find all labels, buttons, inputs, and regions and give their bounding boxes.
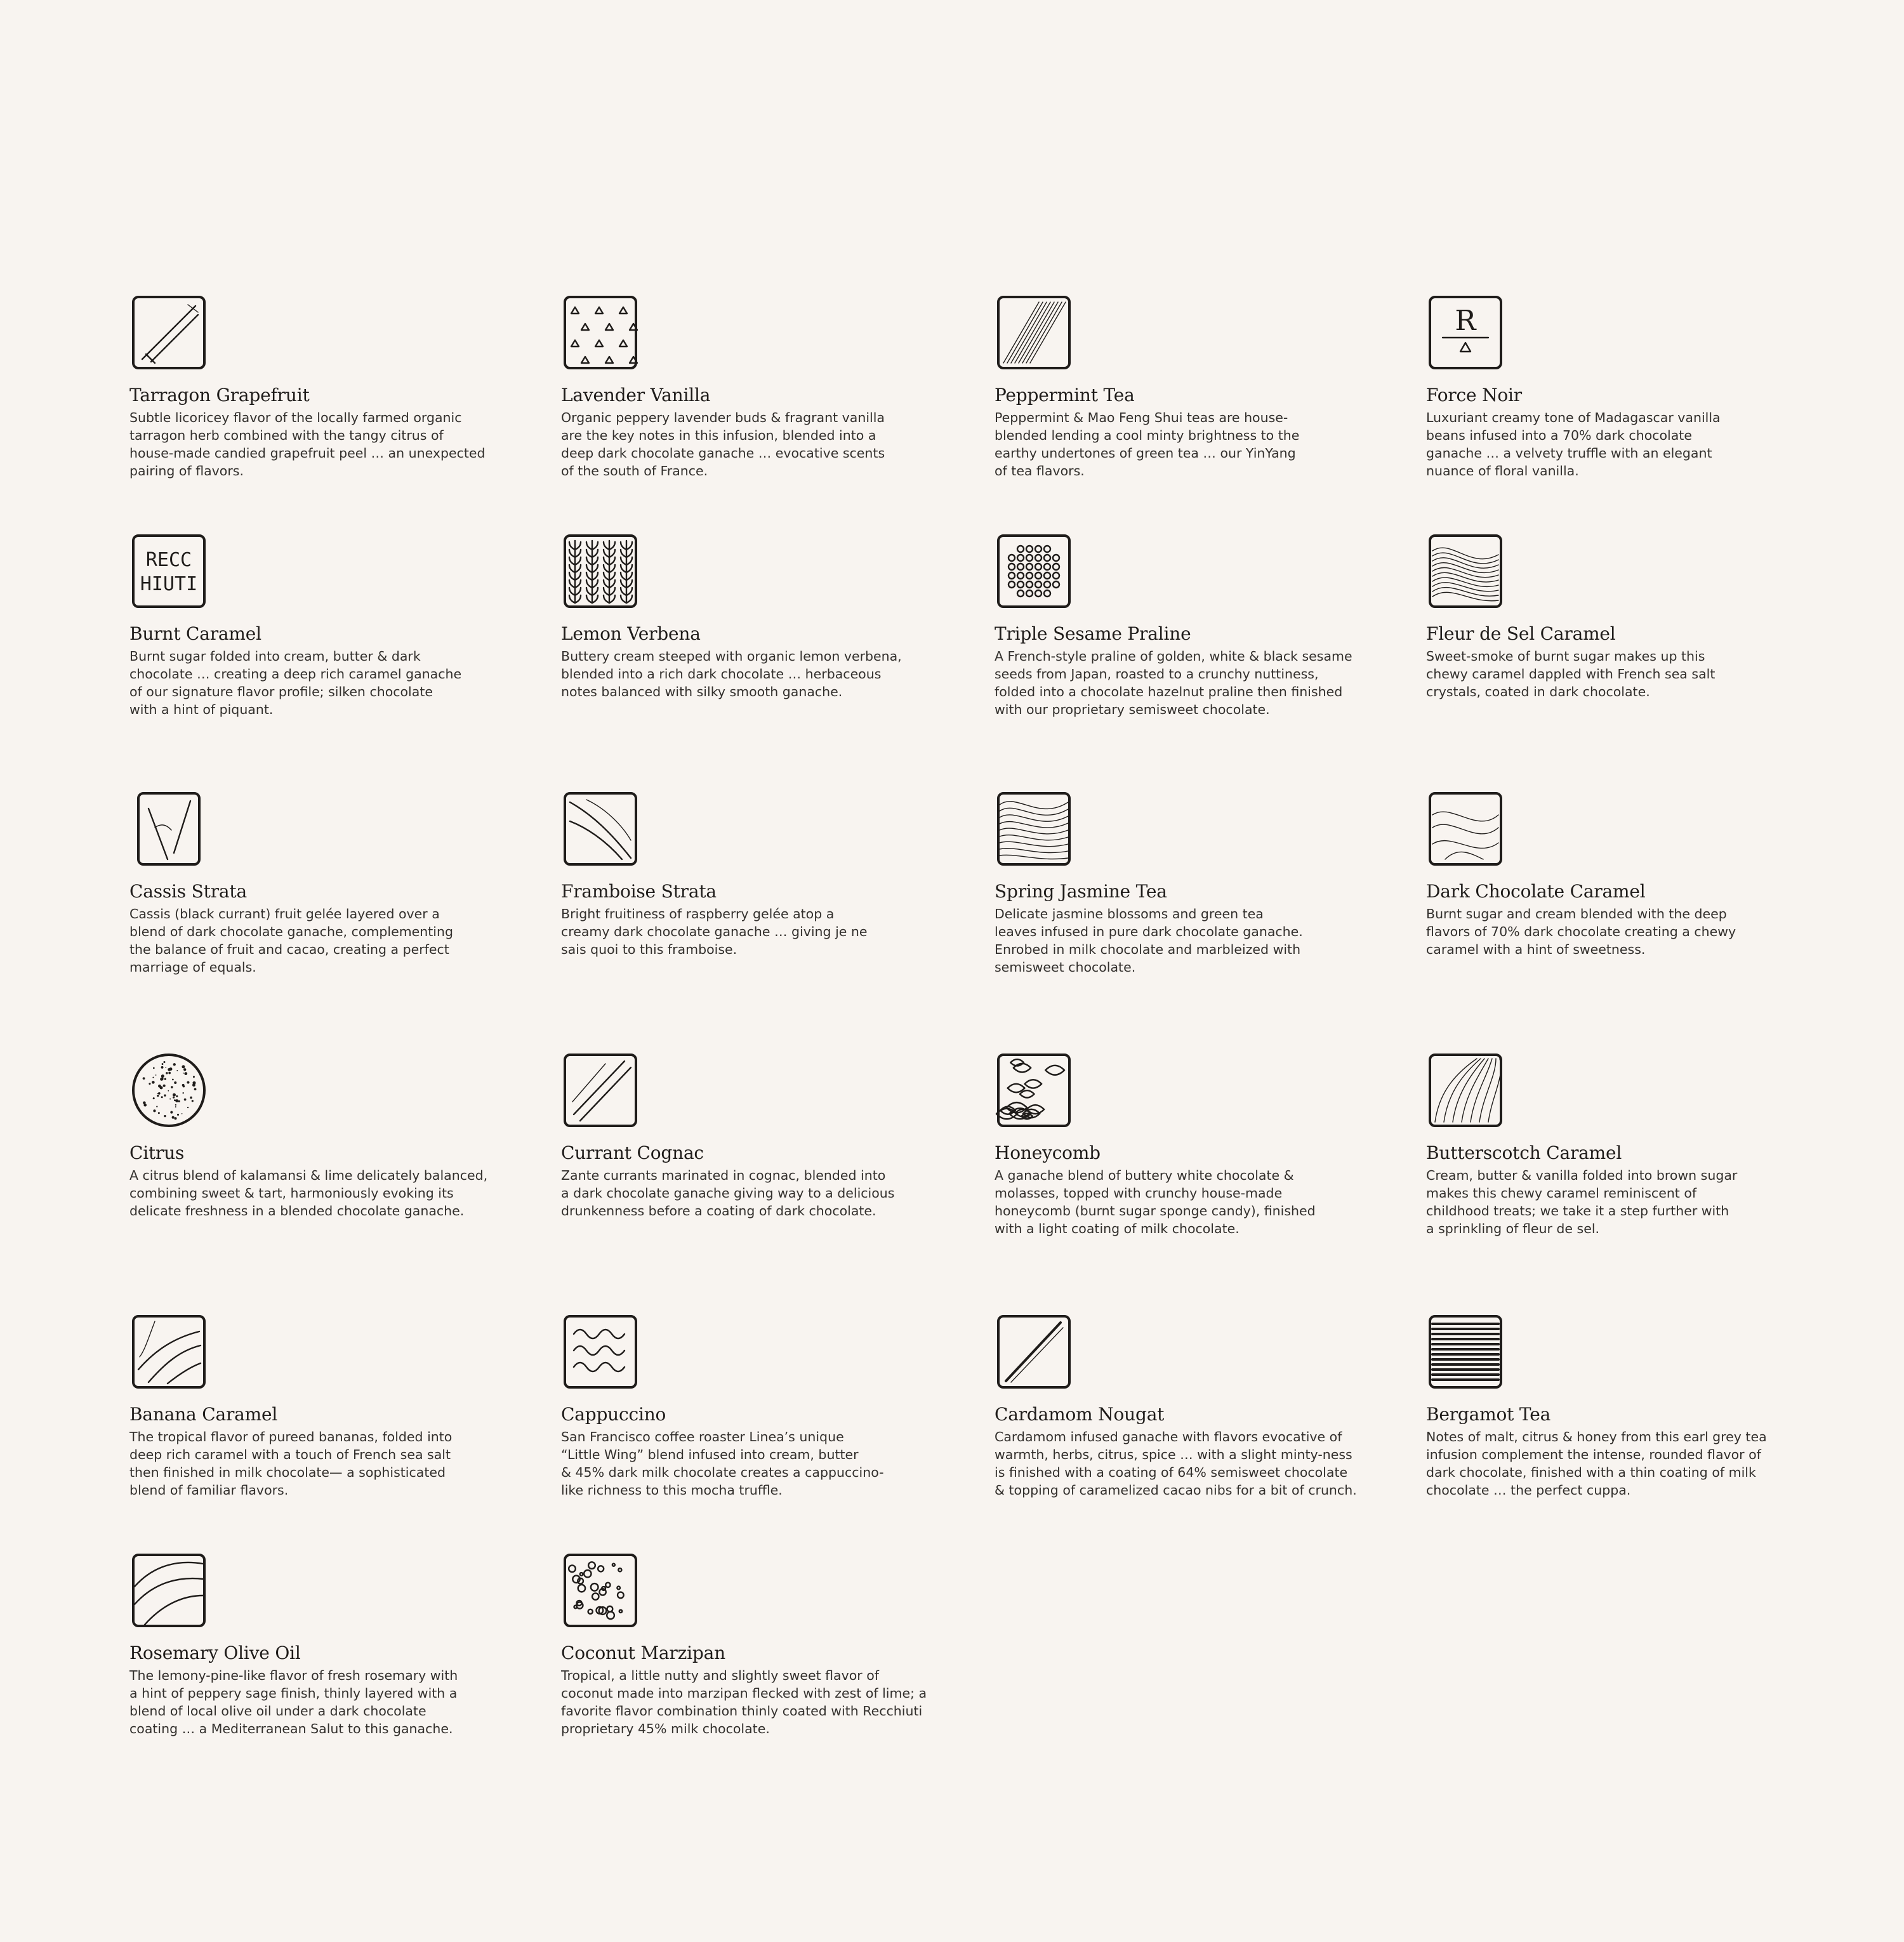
flavor-name: Framboise Strata — [561, 881, 717, 902]
svg-text:R: R — [1455, 305, 1476, 337]
sesame-dots-chocolate-icon — [995, 532, 1073, 611]
flavor-name: Cassis Strata — [129, 881, 247, 902]
flavor-name: Banana Caramel — [129, 1404, 278, 1425]
flavor-item — [129, 1051, 523, 1220]
flavor-item — [129, 789, 523, 976]
flavor-description: Organic peppery lavender buds & fragrant vanilla are the key notes in this infusion, blended into a deep dark chocolate ganache … evocative scents of the south of France. — [561, 410, 885, 479]
flavor-name: Spring Jasmine Tea — [995, 881, 1167, 902]
flavor-name: Fleur de Sel Caramel — [1426, 623, 1616, 644]
squiggle-chocolate-icon — [561, 1312, 640, 1391]
flavor-description: A ganache blend of buttery white chocolate & molasses, topped with crunchy house-made honeycomb (burnt sugar sponge candy), finished with a light coating of milk chocolate. — [995, 1168, 1316, 1236]
flavor-name: Cardamom Nougat — [995, 1404, 1165, 1425]
flavor-description: Zante currants marinated in cognac, blended into a dark chocolate ganache giving way to a delicious drunkenness before a coating of dark chocolate. — [561, 1168, 895, 1219]
r-monogram-chocolate-icon — [1426, 293, 1505, 372]
flavor-item — [129, 1312, 523, 1499]
flavor-description: Tropical, a little nutty and slightly sweet flavor of coconut made into marzipan flecked with zest of lime; a favorite flavor combination thinly coated with Recchiuti proprietary 45% milk chocolate. — [561, 1668, 927, 1736]
diagonal-swoosh-chocolate-icon — [561, 789, 640, 868]
flavor-item — [995, 1051, 1388, 1238]
diagonal-hatch-chocolate-icon — [995, 293, 1073, 372]
flavor-name: Lavender Vanilla — [561, 385, 711, 406]
flavor-item — [995, 532, 1388, 718]
flavor-item — [1426, 532, 1820, 701]
flavor-description: A French-style praline of golden, white & black sesame seeds from Japan, roasted to a crunchy nuttiness, folded into a chocolate hazelnut praline then finished with our proprietary semisweet chocolate. — [995, 649, 1352, 717]
flavor-name: Cappuccino — [561, 1404, 666, 1425]
flavor-item — [129, 1551, 523, 1738]
flavor-name: Dark Chocolate Caramel — [1426, 881, 1646, 902]
flavor-item — [1426, 1312, 1820, 1499]
triangle-pattern-chocolate-icon — [561, 293, 640, 372]
broad-arcs-chocolate-icon — [129, 1551, 208, 1630]
flavor-item — [561, 789, 955, 958]
flavor-item — [129, 532, 523, 718]
flavor-description: Burnt sugar and cream blended with the deep flavors of 70% dark chocolate creating a chewy caramel with a hint of sweetness. — [1426, 906, 1736, 957]
marbled-chocolate-icon — [995, 789, 1073, 868]
flavor-name: Rosemary Olive Oil — [129, 1642, 301, 1663]
honeycomb-chocolate-icon — [995, 1051, 1073, 1130]
flavor-name: Coconut Marzipan — [561, 1642, 725, 1663]
flavor-description: The lemony-pine-like flavor of fresh rosemary with a hint of peppery sage finish, thinly layered with a blend of local olive oil under a dark chocolate coating … a Mediterranean Salut to this ganache. — [129, 1668, 458, 1736]
svg-text:HIUTI: HIUTI — [140, 573, 198, 595]
flavor-description: Cream, butter & vanilla folded into brown sugar makes this chewy caramel reminiscent of childhood treats; we take it a step further with a sprinkling of fleur de sel. — [1426, 1168, 1738, 1236]
swirl-chocolate-icon — [1426, 789, 1505, 868]
recchiuti-lettering-chocolate-icon — [129, 532, 208, 611]
round-speckled-chocolate-icon — [129, 1051, 208, 1130]
arc-lines-chocolate-icon — [129, 1312, 208, 1391]
flavor-description: Cardamom infused ganache with flavors evocative of warmth, herbs, citrus, spice … with a slight minty-ness is finished with a coating of 64% semisweet chocolate & topping of caramelized cacao nibs for a bit of crunch. — [995, 1429, 1357, 1498]
flavor-name: Citrus — [129, 1142, 185, 1163]
flavor-description: Bright fruitiness of raspberry gelée atop a creamy dark chocolate ganache … giving je ne sais quoi to this framboise. — [561, 906, 868, 957]
flavor-name: Bergamot Tea — [1426, 1404, 1551, 1425]
wave-lines-chocolate-icon — [1426, 532, 1505, 611]
curved-lines-chocolate-icon — [1426, 1051, 1505, 1130]
flavor-name: Triple Sesame Praline — [995, 623, 1191, 644]
flavor-name: Butterscotch Caramel — [1426, 1142, 1622, 1163]
flavor-item — [129, 293, 523, 480]
flavor-item — [561, 1312, 955, 1499]
flavor-name: Currant Cognac — [561, 1142, 704, 1163]
flavor-description: Cassis (black currant) fruit gelée layered over a blend of dark chocolate ganache, complementing the balance of fruit and cacao, creating a perfect marriage of equals. — [129, 906, 454, 975]
flavor-description: Sweet-smoke of burnt sugar makes up this chewy caramel dappled with French sea salt crystals, coated in dark chocolate. — [1426, 649, 1716, 699]
flavor-item — [561, 532, 955, 701]
flavor-name: Peppermint Tea — [995, 385, 1135, 406]
flavor-item — [995, 293, 1388, 480]
flavor-description: Burnt sugar folded into cream, butter & dark chocolate … creating a deep rich caramel ganache of our signature flavor profile; silken chocolate with a hint of piquant. — [129, 649, 462, 717]
flavor-description: The tropical flavor of pureed bananas, folded into deep rich caramel with a touch of French sea salt then finished in milk chocolate— a sophisticated blend of familiar flavors. — [129, 1429, 453, 1498]
flavor-item — [995, 789, 1388, 976]
flavor-description: San Francisco coffee roaster Linea’s unique “Little Wing” blend infused into cream, butter & 45% dark milk chocolate creates a cappuccino- like richness to this mocha truffle. — [561, 1429, 884, 1498]
svg-text:RECC: RECC — [145, 549, 192, 571]
flavor-description: Buttery cream steeped with organic lemon verbena, blended into a rich dark chocolate … herbaceous notes balanced with silky smooth ganache. — [561, 649, 902, 699]
bubble-speckled-chocolate-icon — [561, 1551, 640, 1630]
leaf-pattern-chocolate-icon — [561, 532, 640, 611]
double-diagonal-chocolate-icon — [561, 1051, 640, 1130]
horizontal-stripes-chocolate-icon — [1426, 1312, 1505, 1391]
flavor-item — [1426, 789, 1820, 958]
flavor-description: Peppermint & Mao Feng Shui teas are house- blended lending a cool minty brightness to the earthy undertones of green tea … our YinYang of tea flavors. — [995, 410, 1300, 479]
diagonal-stripe-chocolate-icon — [129, 293, 208, 372]
flavor-name: Honeycomb — [995, 1142, 1101, 1163]
single-diagonal-chocolate-icon — [995, 1312, 1073, 1391]
flavor-description: Delicate jasmine blossoms and green tea leaves infused in pure dark chocolate ganache. Enrobed in milk chocolate and marbleized with semisweet chocolate. — [995, 906, 1303, 975]
flavor-item — [995, 1312, 1388, 1499]
flavor-item — [1426, 1051, 1820, 1238]
flavor-description: A citrus blend of kalamansi & lime delicately balanced, combining sweet & tart, harmoniously evoking its delicate freshness in a blended chocolate ganache. — [129, 1168, 488, 1219]
flavor-description: Luxuriant creamy tone of Madagascar vanilla beans infused into a 70% dark chocolate ganache … a velvety truffle with an elegant nuance of floral vanilla. — [1426, 410, 1721, 479]
strata-chocolate-icon — [129, 789, 208, 868]
flavor-item — [561, 1551, 955, 1738]
flavor-name: Burnt Caramel — [129, 623, 261, 644]
flavor-description: Notes of malt, citrus & honey from this earl grey tea infusion complement the intense, rounded flavor of dark chocolate, finished with a thin coating of milk chocolate … the perfect cuppa. — [1426, 1429, 1767, 1498]
flavor-name: Lemon Verbena — [561, 623, 701, 644]
flavor-name: Tarragon Grapefruit — [129, 385, 310, 406]
flavor-item — [561, 1051, 955, 1220]
flavor-item — [1426, 293, 1820, 480]
flavor-item — [561, 293, 955, 480]
flavor-description: Subtle licoricey flavor of the locally farmed organic tarragon herb combined with the tangy citrus of house-made candied grapefruit peel … an unexpected pairing of flavors. — [129, 410, 486, 479]
flavor-name: Force Noir — [1426, 385, 1522, 406]
